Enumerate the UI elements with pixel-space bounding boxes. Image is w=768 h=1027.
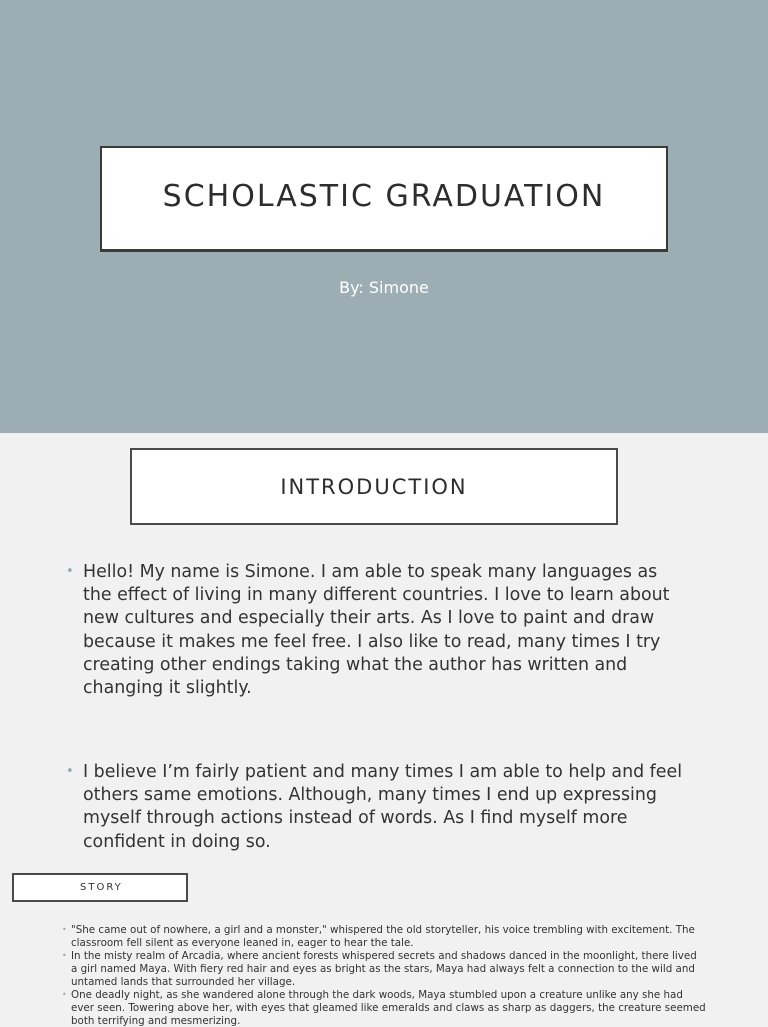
story-heading: STORY: [80, 882, 123, 893]
bullet-icon: •: [62, 990, 67, 999]
story-heading-box: [12, 873, 188, 902]
title-slide: [0, 0, 768, 433]
slide-subtitle: By: Simone: [339, 278, 429, 297]
bullet-icon: •: [62, 951, 67, 960]
introduction-slide: [0, 433, 768, 863]
bullet-icon: •: [62, 925, 67, 934]
introduction-heading-box: [130, 448, 618, 525]
story-bullet: [62, 924, 706, 950]
intro-bullet-text: I believe I’m fairly patient and many times I am able to help and feel others same emotions. Although, many times I end up expressing myself through actions instead of words. As I find myself more confident in doing so.: [83, 762, 683, 852]
story-bullet: [62, 950, 706, 988]
title-box: [100, 146, 668, 252]
intro-bullet: [66, 561, 686, 700]
story-bullet: [62, 989, 706, 1027]
story-bullet-text: In the misty realm of Arcadia, where ancient forests whispered secrets and shadows danced in the moonlight, there lived a girl named Maya. With fiery red hair and eyes as bright as the stars, Maya had always felt a connection to the wild and untamed lands that surrounded her village.: [71, 950, 697, 988]
story-bullet-text: One deadly night, as she wandered alone through the dark woods, Maya stumbled upon a creature unlike any she had ever seen. Towering above her, with eyes that gleamed like emeralds and claws as sharp as daggers, the creature seemed both terrifying and mesmerizing.: [71, 989, 706, 1027]
intro-bullet-text: Hello! My name is Simone. I am able to speak many languages as the effect of living in many different countries. I love to learn about new cultures and especially their arts. As I love to paint and draw because it makes me feel free. I also like to read, many times I try creating other endings taking what the author has written and changing it slightly.: [83, 562, 670, 699]
story-slide: [0, 863, 768, 1027]
bullet-icon: •: [66, 564, 74, 579]
slide-title: SCHOLASTIC GRADUATION: [162, 179, 606, 214]
introduction-heading: INTRODUCTION: [280, 474, 468, 499]
bullet-icon: •: [66, 764, 74, 779]
intro-bullet: [66, 761, 686, 854]
story-bullet-text: "She came out of nowhere, a girl and a monster," whispered the old storyteller, his voice trembling with excitement. The classroom fell silent as everyone leaned in, eager to hear the tale.: [71, 924, 695, 949]
